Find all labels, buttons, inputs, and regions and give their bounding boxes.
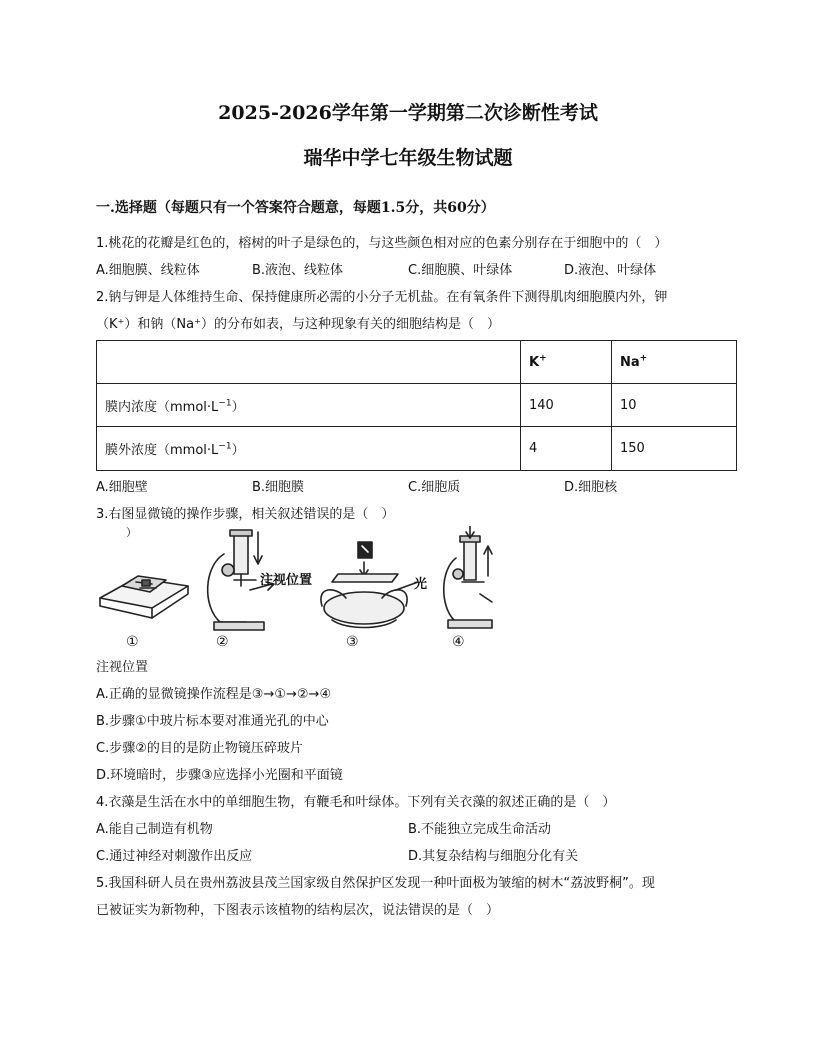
table-row-label: 膜外浓度$(mmol\cdot L^{-1})$ (97, 427, 521, 471)
table-cell: 4 (521, 427, 612, 471)
q4-option-a: A.能自己制造有机物 (96, 822, 213, 837)
q4-option-d: D.其复杂结构与细胞分化有关 (408, 849, 579, 864)
section-heading: 一.选择题（每题只有一个答案符合题意，每题1.5分，共60分） (96, 200, 495, 216)
ion-concentration-table (96, 340, 737, 471)
q4-option-c: C.通过神经对刺激作出反应 (96, 849, 253, 864)
q3-caption: 注视位置 (96, 660, 149, 675)
q3-option-b: B.步骤①中玻片标本要对准通光孔的中心 (96, 714, 329, 729)
exam-title: 2025-2026学年第一学期第二次诊断性考试 (218, 102, 598, 124)
q3-stem: 3.右图显微镜的操作步骤，相关叙述错误的是（ ） (96, 507, 395, 522)
q4-option-b: B.不能独立完成生命活动 (408, 822, 552, 837)
fig-label-focus: 注视位置 (260, 573, 313, 588)
table-cell: 10 (612, 384, 737, 427)
q3-option-c: C.步骤②的目的是防止物镜压碎玻片 (96, 741, 303, 756)
q1-option-b: B.液泡、线粒体 (252, 263, 344, 278)
q5-stem-line2: 已被证实为新物种，下图表示该植物的结构层次，说法错误的是（ ） (96, 903, 500, 918)
q2-option-a: A.细胞壁 (96, 480, 148, 495)
q1-option-d: D.液泡、叶绿体 (564, 263, 657, 278)
q4-stem: 4.衣藻是生活在水中的单细胞生物，有鞭毛和叶绿体。下列有关衣藻的叙述正确的是（ ） (96, 795, 616, 810)
q1-option-a: A.细胞膜、线粒体 (96, 263, 200, 278)
table-row (97, 384, 737, 427)
fig-label-light: 光 (414, 577, 428, 592)
table-cell: 140 (521, 384, 612, 427)
fig-num-3: ③ (346, 634, 359, 650)
q5-stem-line1: 5.我国科研人员在贵州荔波县茂兰国家级自然保护区发现一种叶面极为皱缩的树木“荔波野桐”。现 (96, 876, 655, 891)
q3-option-a: A.正确的显微镜操作流程是③→①→②→④ (96, 687, 332, 702)
table-corner-cell (97, 341, 521, 384)
fig-num-4: ④ (452, 634, 465, 650)
table-header-k: K+ (521, 341, 612, 384)
microscope-steps-figure (96, 526, 506, 650)
step4-microscope-drawing (444, 526, 492, 628)
table-header-na: Na+ (612, 341, 737, 384)
fig-num-1: ① (126, 634, 139, 650)
q2-stem-line2: （K⁺）和钠（Na⁺）的分布如表，与这种现象有关的细胞结构是（ ） (96, 317, 500, 332)
step3-hands-drawing (321, 542, 418, 628)
table-row-label: 膜内浓度$(mmol\cdot L^{-1})$ (97, 384, 521, 427)
q1-option-c: C.细胞膜、叶绿体 (408, 263, 513, 278)
q2-stem-line1: 2.钠与钾是人体维持生命、保持健康所必需的小分子无机盐。在有氧条件下测得肌肉细胞膜内外，钾 (96, 290, 668, 305)
table-row (97, 427, 737, 471)
q2-option-b: B.细胞膜 (252, 480, 305, 495)
exam-subtitle: 瑞华中学七年级生物试题 (303, 147, 513, 169)
step1-stage-drawing (100, 576, 188, 618)
q3-option-d: D.环境暗时，步骤③应选择小光圈和平面镜 (96, 768, 343, 783)
stray-bracket: ） (126, 526, 137, 539)
fig-num-2: ② (216, 634, 229, 650)
table-header-row (97, 341, 737, 384)
table-cell: 150 (612, 427, 737, 471)
q2-option-c: C.细胞质 (408, 480, 461, 495)
q2-option-d: D.细胞核 (564, 480, 618, 495)
q1-stem: 1.桃花的花瓣是红色的，榕树的叶子是绿色的，与这些颜色相对应的色素分别存在于细胞中的（ ） (96, 236, 668, 251)
